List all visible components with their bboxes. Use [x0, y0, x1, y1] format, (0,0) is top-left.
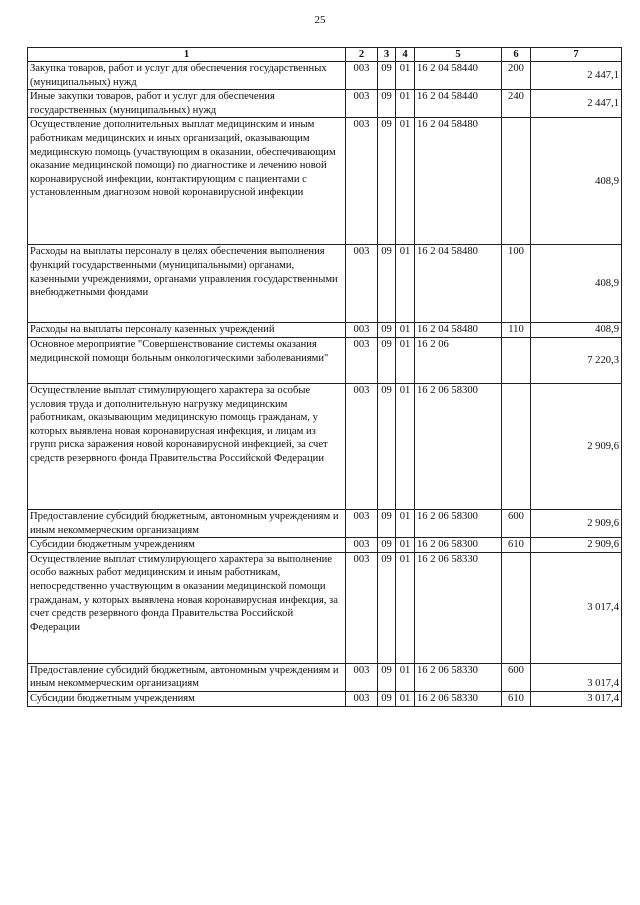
row-amount: 3 017,4	[531, 552, 622, 663]
table-row	[28, 538, 622, 553]
row-admin-code: 003	[346, 118, 378, 245]
row-amount: 2 909,6	[531, 383, 622, 509]
column-header: 3	[378, 48, 396, 62]
row-target-article: 16 2 04 58440	[415, 90, 502, 118]
row-section: 09	[378, 552, 396, 663]
row-subsection: 01	[396, 383, 415, 509]
header-row	[28, 48, 622, 62]
row-admin-code: 003	[346, 90, 378, 118]
row-section: 09	[378, 118, 396, 245]
row-name: Расходы на выплаты персоналу казенных учреждений	[28, 323, 346, 338]
row-name: Предоставление субсидий бюджетным, автономным учреждениям и иным некоммерческим организациям	[28, 663, 346, 691]
row-target-article: 16 2 06 58300	[415, 538, 502, 553]
table-row	[28, 552, 622, 663]
row-expense-type: 240	[502, 90, 531, 118]
row-target-article: 16 2 04 58440	[415, 62, 502, 90]
row-subsection: 01	[396, 691, 415, 706]
row-target-article: 16 2 04 58480	[415, 323, 502, 338]
row-section: 09	[378, 90, 396, 118]
row-section: 09	[378, 383, 396, 509]
row-section: 09	[378, 323, 396, 338]
row-amount: 3 017,4	[531, 691, 622, 706]
row-expense-type	[502, 552, 531, 663]
row-expense-type: 610	[502, 538, 531, 553]
row-subsection: 01	[396, 663, 415, 691]
row-target-article: 16 2 06 58300	[415, 509, 502, 537]
row-name: Иные закупки товаров, работ и услуг для обеспечения государственных (муниципальных) нужд	[28, 90, 346, 118]
row-expense-type: 100	[502, 245, 531, 323]
table-row	[28, 323, 622, 338]
row-amount: 2 447,1	[531, 90, 622, 118]
row-name: Расходы на выплаты персоналу в целях обеспечения выполнения функций государственными (муниципальными) органами, казенными учреждениями, органами управления государственными внебюджетными фондами	[28, 245, 346, 323]
row-subsection: 01	[396, 245, 415, 323]
row-admin-code: 003	[346, 663, 378, 691]
row-subsection: 01	[396, 323, 415, 338]
row-name: Основное мероприятие "Совершенствование системы оказания медицинской помощи больным онкологическими заболеваниями"	[28, 337, 346, 383]
row-subsection: 01	[396, 538, 415, 553]
table-row	[28, 383, 622, 509]
table-row	[28, 691, 622, 706]
budget-table	[27, 47, 622, 707]
row-admin-code: 003	[346, 691, 378, 706]
row-admin-code: 003	[346, 62, 378, 90]
table-row	[28, 337, 622, 383]
table-row	[28, 509, 622, 537]
row-amount: 3 017,4	[531, 663, 622, 691]
table-row	[28, 663, 622, 691]
row-name: Осуществление дополнительных выплат медицинским и иным работникам медицинских и иных организаций, оказывающим медицинскую помощь (участвующим в оказании, обеспечивающим оказание медицинской помощи) по диагностике и лечению новой коронавирусной инфекции, контактирующим с пациентами с установленным диагнозом новой коронавирусной инфекции	[28, 118, 346, 245]
row-target-article: 16 2 06 58300	[415, 383, 502, 509]
row-subsection: 01	[396, 509, 415, 537]
row-name: Предоставление субсидий бюджетным, автономным учреждениям и иным некоммерческим организациям	[28, 509, 346, 537]
row-amount: 408,9	[531, 118, 622, 245]
column-header: 2	[346, 48, 378, 62]
row-amount: 408,9	[531, 323, 622, 338]
row-expense-type	[502, 118, 531, 245]
row-section: 09	[378, 691, 396, 706]
row-expense-type: 110	[502, 323, 531, 338]
row-admin-code: 003	[346, 509, 378, 537]
column-header: 6	[502, 48, 531, 62]
column-header: 4	[396, 48, 415, 62]
row-target-article: 16 2 06 58330	[415, 663, 502, 691]
column-header: 5	[415, 48, 502, 62]
row-section: 09	[378, 509, 396, 537]
row-subsection: 01	[396, 337, 415, 383]
row-admin-code: 003	[346, 552, 378, 663]
row-section: 09	[378, 663, 396, 691]
row-amount: 2 909,6	[531, 509, 622, 537]
row-admin-code: 003	[346, 337, 378, 383]
row-expense-type	[502, 337, 531, 383]
row-admin-code: 003	[346, 538, 378, 553]
row-amount: 2 447,1	[531, 62, 622, 90]
row-expense-type: 600	[502, 663, 531, 691]
row-admin-code: 003	[346, 245, 378, 323]
row-expense-type: 200	[502, 62, 531, 90]
row-name: Закупка товаров, работ и услуг для обеспечения государственных (муниципальных) нужд	[28, 62, 346, 90]
column-header: 7	[531, 48, 622, 62]
row-expense-type	[502, 383, 531, 509]
row-subsection: 01	[396, 118, 415, 245]
row-section: 09	[378, 538, 396, 553]
row-subsection: 01	[396, 90, 415, 118]
row-subsection: 01	[396, 62, 415, 90]
row-name: Субсидии бюджетным учреждениям	[28, 691, 346, 706]
row-name: Осуществление выплат стимулирующего характера за выполнение особо важных работ медицинским и иным работникам, непосредственно участвующим в оказании медицинской помощи гражданам, у которых выявлена новая коронавирусная инфекция, за счет средств резервного фонда Правительства Российской Федерации	[28, 552, 346, 663]
row-admin-code: 003	[346, 323, 378, 338]
table-row	[28, 118, 622, 245]
row-target-article: 16 2 06 58330	[415, 691, 502, 706]
page-number: 25	[314, 14, 326, 26]
row-section: 09	[378, 337, 396, 383]
row-name: Осуществление выплат стимулирующего характера за особые условия труда и дополнительную нагрузку медицинским работникам, оказывающим медицинскую помощь гражданам, у которых выявлена новая коронавирусная инфекция, и лицам из групп риска заражения новой коронавирусной инфекцией, за счет средств резервного фонда Правительства Российской Федерации	[28, 383, 346, 509]
row-target-article: 16 2 04 58480	[415, 118, 502, 245]
row-target-article: 16 2 04 58480	[415, 245, 502, 323]
row-amount: 7 220,3	[531, 337, 622, 383]
table-row	[28, 62, 622, 90]
row-subsection: 01	[396, 552, 415, 663]
row-section: 09	[378, 245, 396, 323]
row-section: 09	[378, 62, 396, 90]
column-header: 1	[28, 48, 346, 62]
table-row	[28, 245, 622, 323]
row-expense-type: 610	[502, 691, 531, 706]
row-name: Субсидии бюджетным учреждениям	[28, 538, 346, 553]
row-expense-type: 600	[502, 509, 531, 537]
row-target-article: 16 2 06 58330	[415, 552, 502, 663]
row-target-article: 16 2 06	[415, 337, 502, 383]
row-amount: 2 909,6	[531, 538, 622, 553]
row-amount: 408,9	[531, 245, 622, 323]
row-admin-code: 003	[346, 383, 378, 509]
table-row	[28, 90, 622, 118]
